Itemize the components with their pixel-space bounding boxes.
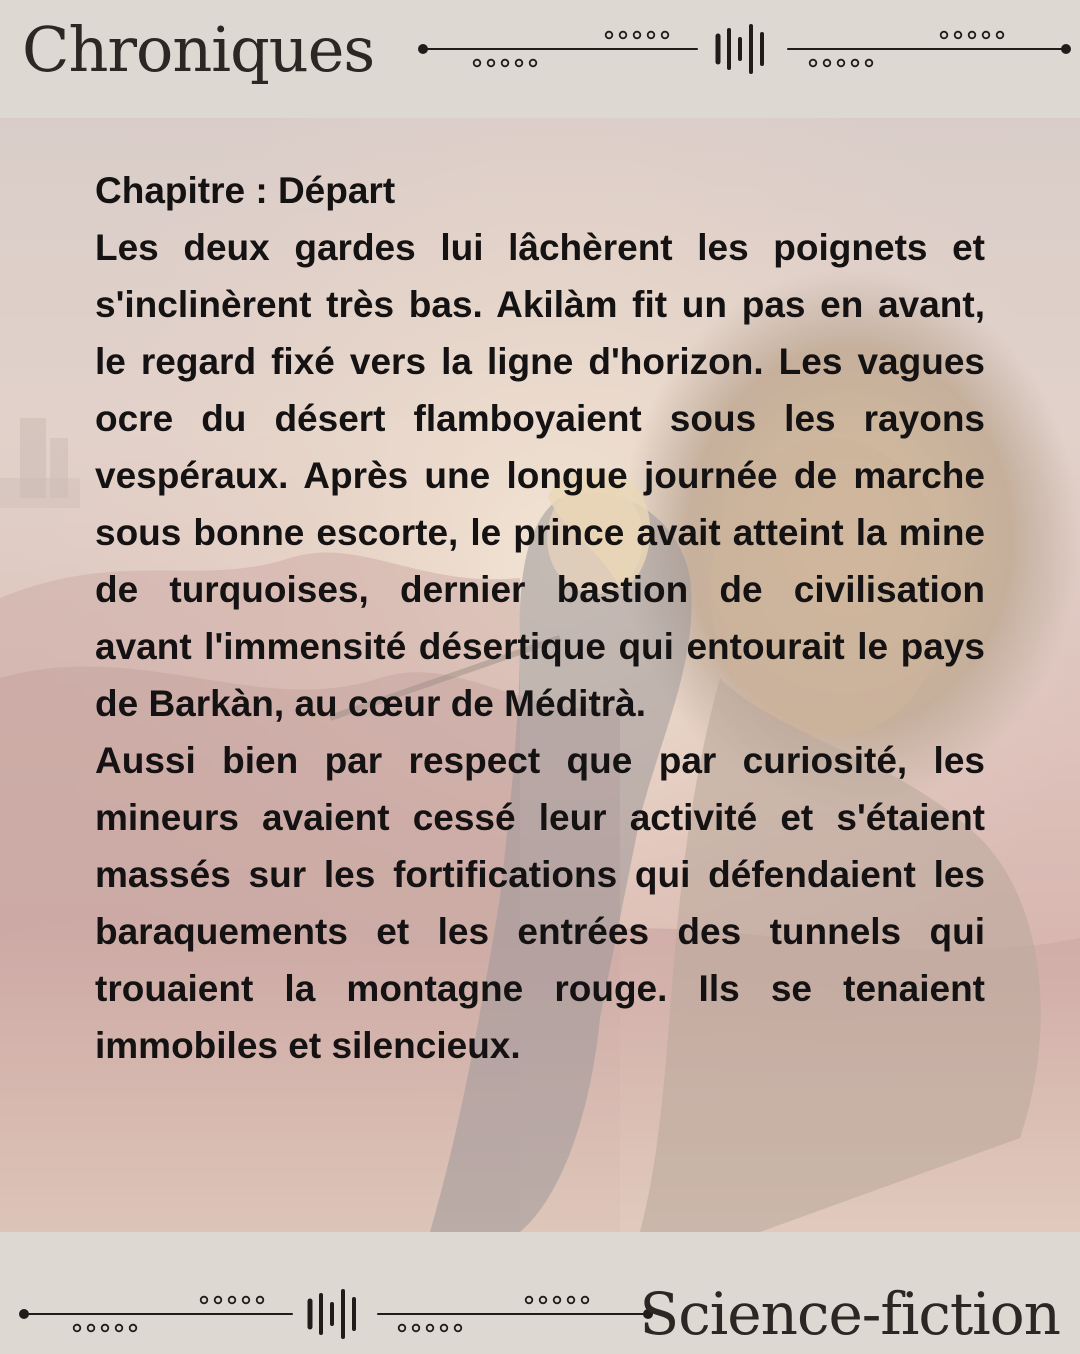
genre-label: Science-fiction — [639, 1280, 1060, 1348]
brand-title: Chroniques — [22, 13, 375, 86]
header-bar — [0, 0, 1080, 118]
footer-bar — [0, 1232, 1080, 1350]
soundwave-divider-icon — [14, 1289, 654, 1349]
chapter-title: Chapitre : Départ — [95, 170, 396, 211]
story-paragraph: Les deux gardes lui lâchèrent les poignets et s'inclinèrent très bas. Akilàm fit un pas en avant, le regard fixé vers la ligne d'horizon. Les vagues ocre du désert flamboyaient sous les rayons vespéraux. Après une longue journée de marche sous bonne escorte, le prince avait atteint la mine de turquoises, dernier bastion de civilisation avant l'immensité désertique qui entourait le pays de Barkàn, au cœur de Méditrà. — [95, 227, 985, 724]
story-text — [95, 162, 985, 1074]
story-paragraph: Aussi bien par respect que par curiosité, les mineurs avaient cessé leur activité et s'étaient massés sur les fortifications qui défendaient les baraquements et les entrées des tunnels qui trouaient la montagne rouge. Ils se tenaient immobiles et silencieux. — [95, 740, 985, 1066]
story-panel — [0, 118, 1080, 1232]
soundwave-divider-icon — [415, 22, 1075, 82]
